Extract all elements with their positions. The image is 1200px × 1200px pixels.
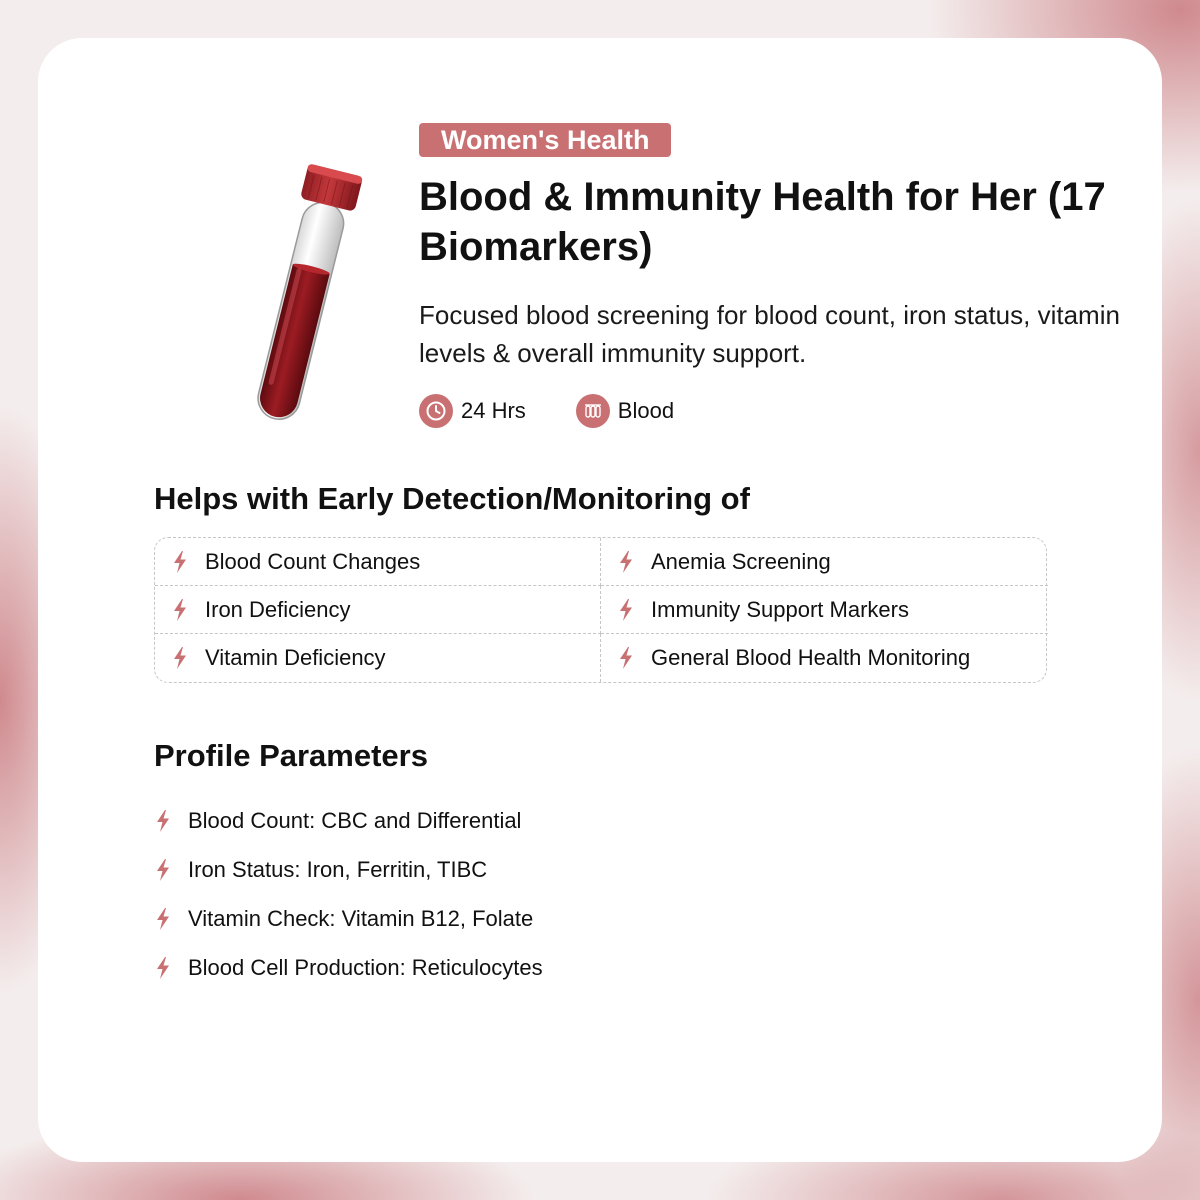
lightning-bolt-icon [617, 550, 635, 574]
lightning-bolt-icon [171, 646, 189, 670]
turnaround-label: 24 Hrs [461, 398, 526, 423]
category-tag: Women's Health [419, 123, 671, 157]
parameter-item [154, 943, 543, 992]
detection-label: Iron Deficiency [205, 596, 351, 622]
test-meta [419, 394, 724, 428]
parameter-item [154, 845, 543, 894]
lightning-bolt-icon [617, 598, 635, 622]
detection-label: Immunity Support Markers [651, 596, 909, 622]
lightning-bolt-icon [154, 956, 172, 980]
parameter-item [154, 894, 543, 943]
lightning-bolt-icon [171, 550, 189, 574]
parameter-label: Vitamin Check: Vitamin B12, Folate [188, 905, 534, 931]
clock-icon [419, 394, 453, 428]
detection-label: General Blood Health Monitoring [651, 645, 971, 670]
parameter-label: Blood Cell Production: Reticulocytes [188, 954, 543, 980]
lightning-bolt-icon [171, 598, 189, 622]
parameter-label: Iron Status: Iron, Ferritin, TIBC [188, 856, 488, 882]
parameter-item [154, 796, 543, 845]
test-tubes-icon [576, 394, 610, 428]
detection-item [155, 586, 601, 634]
parameter-label: Blood Count: CBC and Differential [188, 807, 522, 833]
detection-item [601, 634, 1048, 682]
parameters-heading: Profile Parameters [154, 738, 428, 773]
detection-label: Blood Count Changes [205, 548, 421, 574]
lightning-bolt-icon [154, 858, 172, 882]
detection-item [155, 634, 601, 682]
product-description: Focused blood screening for blood count, iron status, vitamin levels & overall immunity support. [419, 300, 1120, 368]
detection-heading: Helps with Early Detection/Monitoring of [154, 481, 750, 516]
detection-item [155, 538, 601, 586]
detection-label: Anemia Screening [651, 548, 831, 574]
detection-grid [154, 537, 1047, 683]
blood-test-tube-icon [228, 158, 378, 438]
turnaround-info [419, 394, 526, 428]
parameters-list [154, 796, 543, 992]
page-title: Blood & Immunity Health for Her (17 Biomarkers) [419, 175, 1106, 269]
detection-label: Vitamin Deficiency [205, 645, 386, 670]
detection-item [601, 538, 1048, 586]
sample-label: Blood [617, 398, 675, 423]
product-card [38, 38, 1162, 1162]
lightning-bolt-icon [617, 646, 635, 670]
lightning-bolt-icon [154, 809, 172, 833]
detection-item [601, 586, 1048, 634]
sample-info [576, 394, 674, 428]
lightning-bolt-icon [154, 907, 172, 931]
